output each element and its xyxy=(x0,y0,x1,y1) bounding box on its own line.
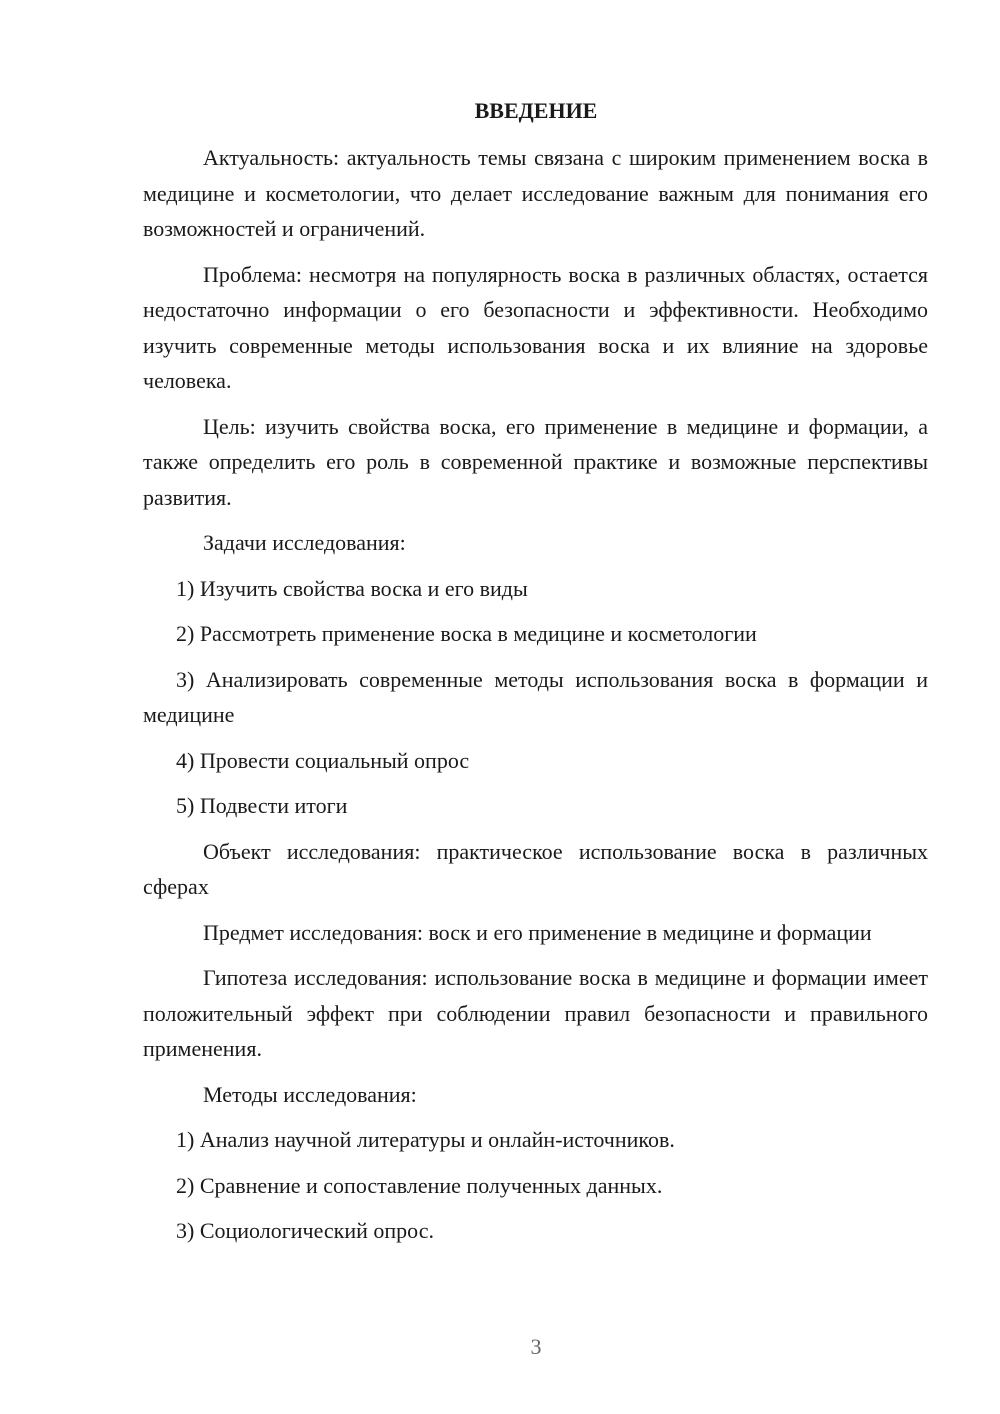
document-body xyxy=(143,140,928,1259)
page-title: ВВЕДЕНИЕ xyxy=(474,98,598,123)
list-item: 1) Изучить свойства воска и его виды xyxy=(176,575,528,601)
page-number: 3 xyxy=(530,1334,542,1359)
list-item: 4) Провести социальный опрос xyxy=(176,747,470,773)
paragraph-problem: Проблема: несмотря на популярность воска в различных областях, остается недостаточно информации о его безопасности и эффективности. Необходимо изучить современные методы использования воска и их влияние на здоровье человека. xyxy=(143,261,928,393)
list-item: 2) Рассмотреть применение воска в медицине и косметологии xyxy=(176,621,757,646)
list-item: 3) Анализировать современные методы использования воска в формации и медицине xyxy=(143,666,928,727)
list-item: 2) Сравнение и сопоставление полученных данных. xyxy=(176,1172,663,1198)
paragraph-goal: Цель: изучить свойства воска, его применение в медицине и формации, а также определить его роль в современной практике и возможные перспективы развития. xyxy=(143,413,928,510)
paragraph-object: Объект исследования: практическое использование воска в различных сферах xyxy=(143,838,928,899)
paragraph-subject: Предмет исследования: воск и его применение в медицине и формации xyxy=(203,919,872,945)
paragraph-relevance: Актуальность: актуальность темы связана с широким применением воска в медицине и косметологии, что делает исследование важным для понимания его возможностей и ограничений. xyxy=(143,145,928,241)
list-item: 5) Подвести итоги xyxy=(176,793,348,818)
paragraph-methods-heading: Методы исследования: xyxy=(203,1081,417,1107)
list-item: 3) Социологический опрос. xyxy=(176,1218,434,1243)
paragraph-hypothesis: Гипотеза исследования: использование воска в медицине и формации имеет положительный эффект при соблюдении правил безопасности и правильного применения. xyxy=(143,965,928,1061)
paragraph-tasks-heading: Задачи исследования: xyxy=(203,530,406,555)
list-item: 1) Анализ научной литературы и онлайн-источников. xyxy=(176,1127,675,1152)
